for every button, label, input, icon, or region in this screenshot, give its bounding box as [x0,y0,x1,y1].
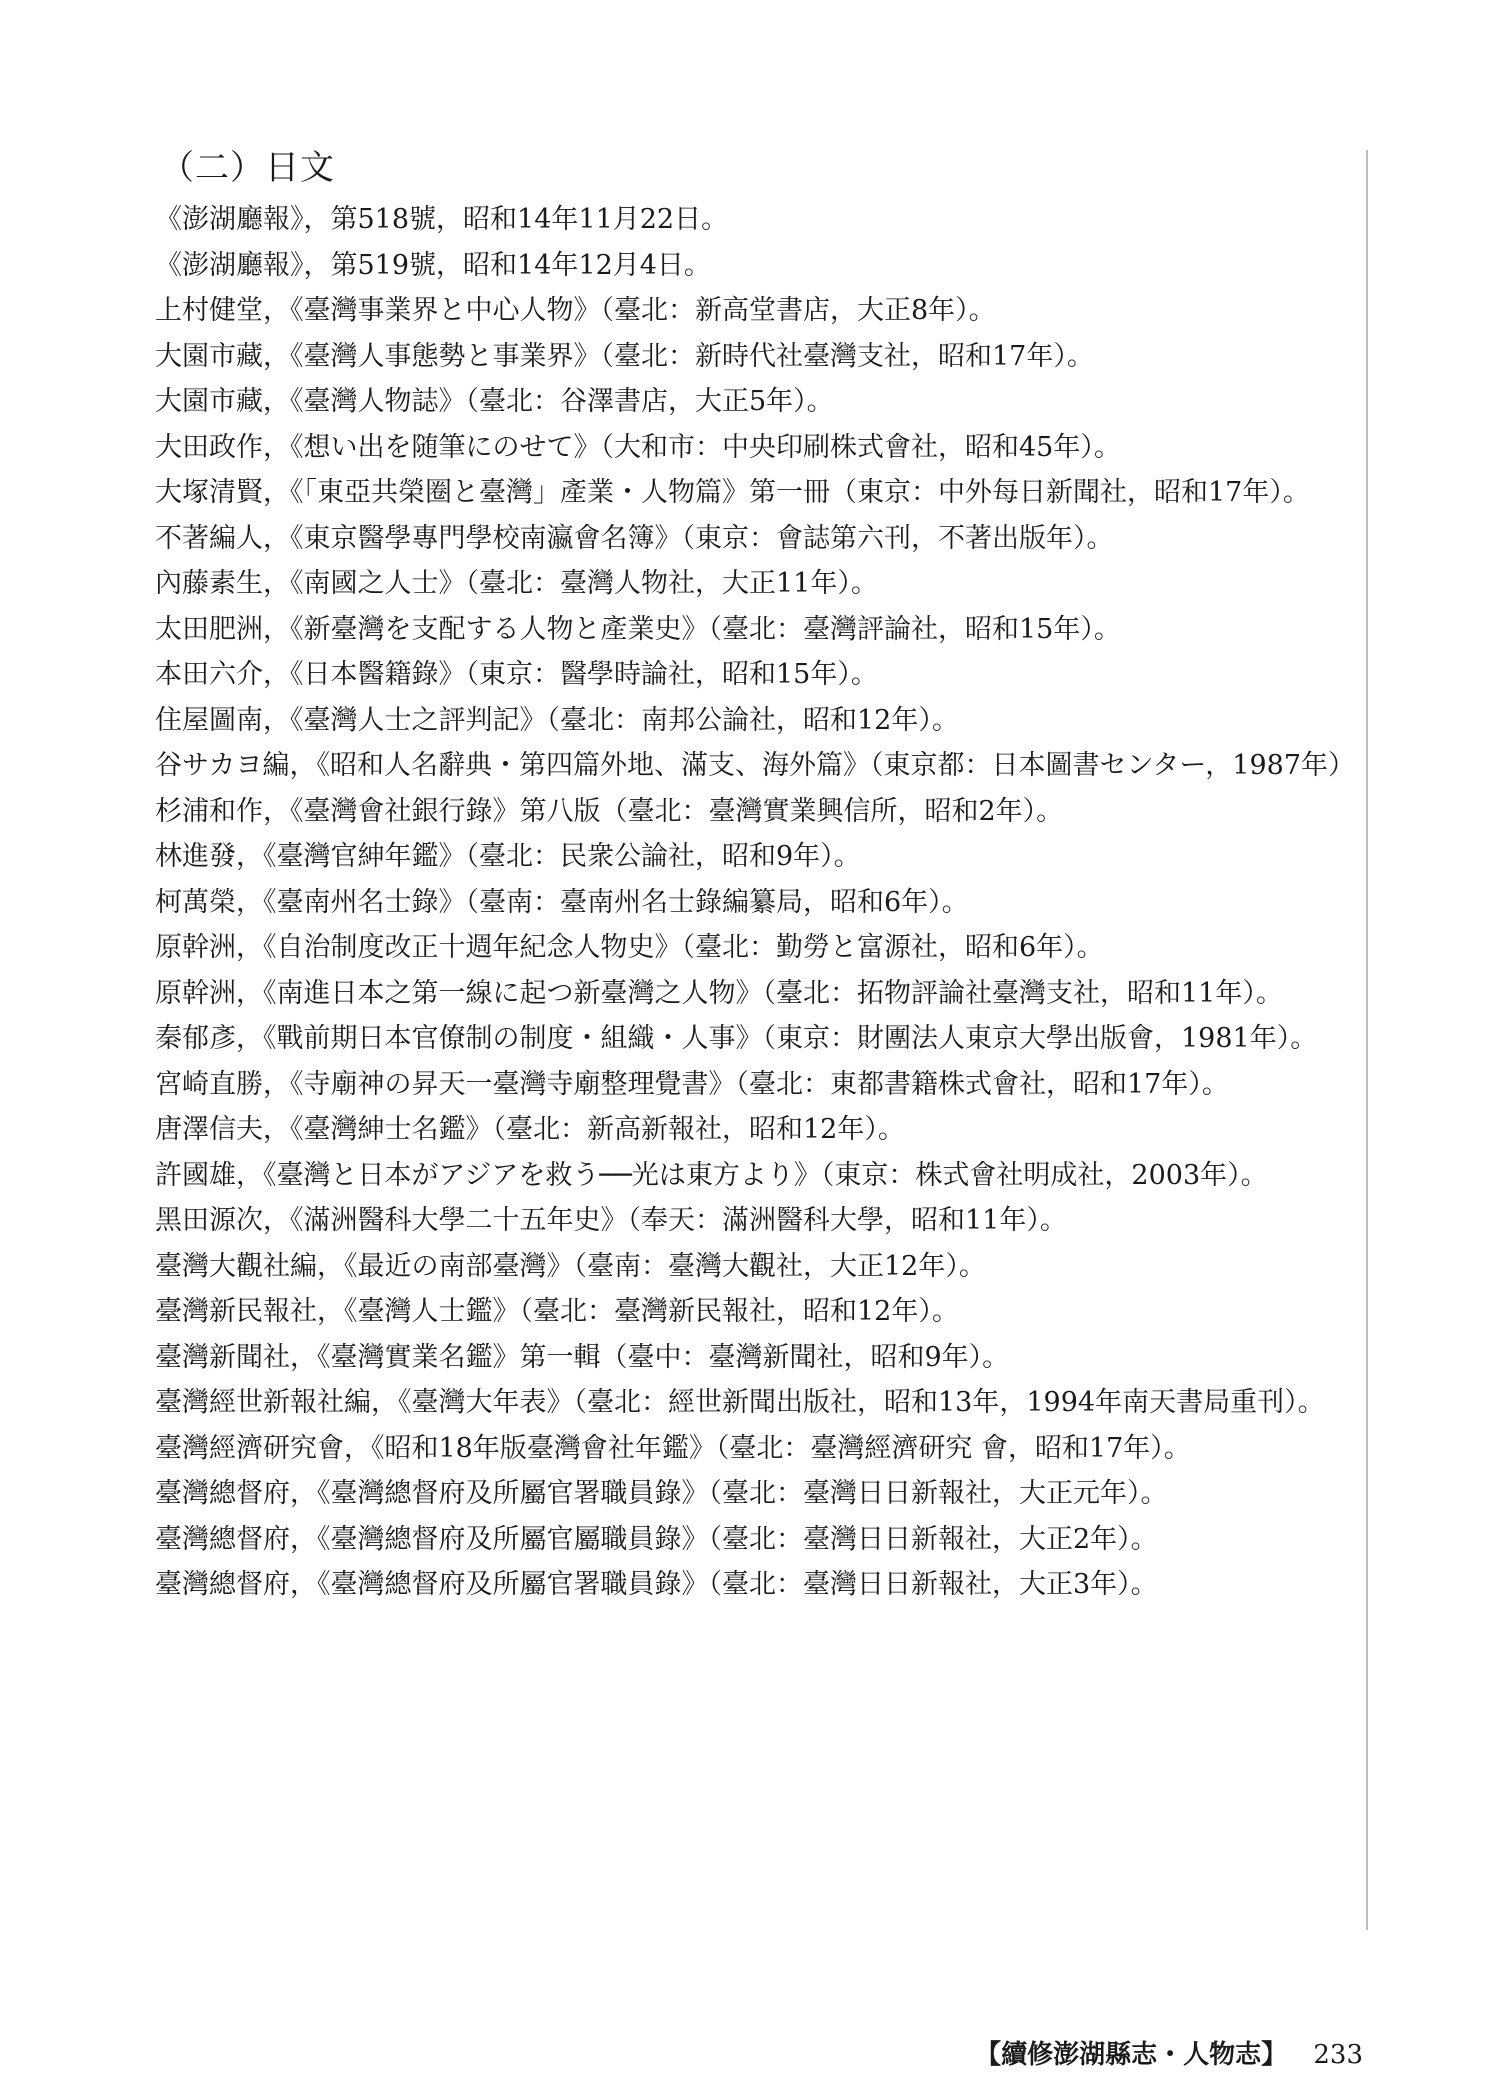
bibliography-list [155,197,1355,1608]
bibliography-entry: 宮崎直勝，《寺廟神の昇天一臺灣寺廟整理覺書》（臺北：東都書籍株式會社，昭和17年）。 [155,1068,1229,1100]
bibliography-entry: 太田肥洲，《新臺灣を支配する人物と產業史》（臺北：臺灣評論社，昭和15年）。 [155,613,1121,645]
bibliography-entry: 《澎湖廳報》，第518號，昭和14年11月22日。 [155,204,729,235]
bibliography-entry: 大園市藏，《臺灣人事態勢と事業界》（臺北：新時代社臺灣支社，昭和17年）。 [155,340,1094,372]
bibliography-entry: 大田政作，《想い出を随筆にのせて》（大和市：中央印刷株式會社，昭和45年）。 [155,431,1121,463]
bibliography-entry: 臺灣經濟研究會，《昭和18年版臺灣會社年鑑》（臺北：臺灣經濟研究 會，昭和17年）。 [155,1432,1191,1464]
bibliography-entry: 上村健堂，《臺灣事業界と中心人物》（臺北：新高堂書店，大正8年）。 [155,295,996,326]
bibliography-entry: 大塚清賢，《「東亞共榮圈と臺灣」產業・人物篇》第一冊（東京：中外每日新聞社，昭和17年）。 [155,477,1310,508]
section-heading: （二）日文 [160,148,335,188]
bibliography-entry: 黑田源次，《滿洲醫科大學二十五年史》（奉天：滿洲醫科大學，昭和11年）。 [155,1205,1067,1236]
bibliography-entry: 臺灣經世新報社編，《臺灣大年表》（臺北：經世新聞出版社，昭和13年，1994年南天書局重刊）。 [155,1387,1325,1418]
bibliography-entry: 杉浦和作，《臺灣會社銀行錄》第八版（臺北：臺灣實業興信所，昭和2年）。 [155,795,1064,827]
bibliography-entry: 谷サカヨ編，《昭和人名辭典・第四篇外地、滿支、海外篇》（東京都：日本圖書センター，1987年） [155,750,1356,781]
bibliography-entry: 《澎湖廳報》，第519號，昭和14年12月4日。 [155,249,711,281]
bibliography-entry: 許國雄，《臺灣と日本がアジアを救う──光は東方より》（東京：株式會社明成社，2003年）。 [155,1159,1268,1191]
book-title: 【續修澎湖縣志・人物志】 [975,2040,1288,2070]
bibliography-entry: 本田六介，《日本醫籍錄》（東京：醫學時論社，昭和15年）。 [155,659,878,690]
bibliography-entry: 臺灣大觀社編，《最近の南部臺灣》（臺南：臺灣大觀社，大正12年）。 [155,1250,986,1282]
bibliography-entry: 大園市藏，《臺灣人物誌》（臺北：谷澤書店，大正5年）。 [155,386,834,417]
bibliography-entry: 柯萬榮，《臺南州名士錄》（臺南：臺南州名士錄編纂局，昭和6年）。 [155,886,969,918]
bibliography-entry: 唐澤信夫，《臺灣紳士名鑑》（臺北：新高新報社，昭和12年）。 [155,1114,905,1145]
bibliography-entry: 臺灣總督府，《臺灣總督府及所屬官署職員錄》（臺北：臺灣日日新報社，大正元年）。 [155,1478,1168,1509]
bibliography-entry: 內藤素生，《南國之人士》（臺北：臺灣人物社，大正11年）。 [155,568,878,599]
bibliography-entry: 原幹洲，《南進日本之第一線に起つ新臺灣之人物》（臺北：拓物評論社臺灣支社，昭和11年）。 [155,977,1283,1009]
bibliography-entry: 住屋圖南，《臺灣人士之評判記》（臺北：南邦公論社，昭和12年）。 [155,704,959,736]
bibliography-entry: 臺灣總督府，《臺灣總督府及所屬官署職員錄》（臺北：臺灣日日新報社，大正3年）。 [155,1569,1158,1600]
bibliography-entry: 原幹洲，《自治制度改正十週年紀念人物史》（臺北：勤勞と富源社，昭和6年）。 [155,932,1104,963]
bibliography-entry: 林進發，《臺灣官紳年鑑》（臺北：民衆公論社，昭和9年）。 [155,841,861,872]
page-number: 233 [1313,2040,1363,2070]
bibliography-entry: 臺灣新民報社，《臺灣人士鑑》（臺北：臺灣新民報社，昭和12年）。 [155,1296,959,1327]
bibliography-entry: 臺灣新聞社，《臺灣實業名鑑》第一輯（臺中：臺灣新聞社，昭和9年）。 [155,1341,1010,1373]
bibliography-entry: 臺灣總督府，《臺灣總督府及所屬官屬職員錄》（臺北：臺灣日日新報社，大正2年）。 [155,1523,1158,1555]
margin-rule [1366,150,1368,1930]
bibliography-entry: 秦郁彥，《戰前期日本官僚制の制度・組織・人事》（東京：財團法人東京大學出版會，1981年）。 [155,1023,1318,1054]
page-footer [975,2035,1363,2075]
bibliography-entry: 不著編人，《東京醫學專門學校南瀛會名簿》（東京：會誌第六刊，不著出版年）。 [155,522,1114,554]
